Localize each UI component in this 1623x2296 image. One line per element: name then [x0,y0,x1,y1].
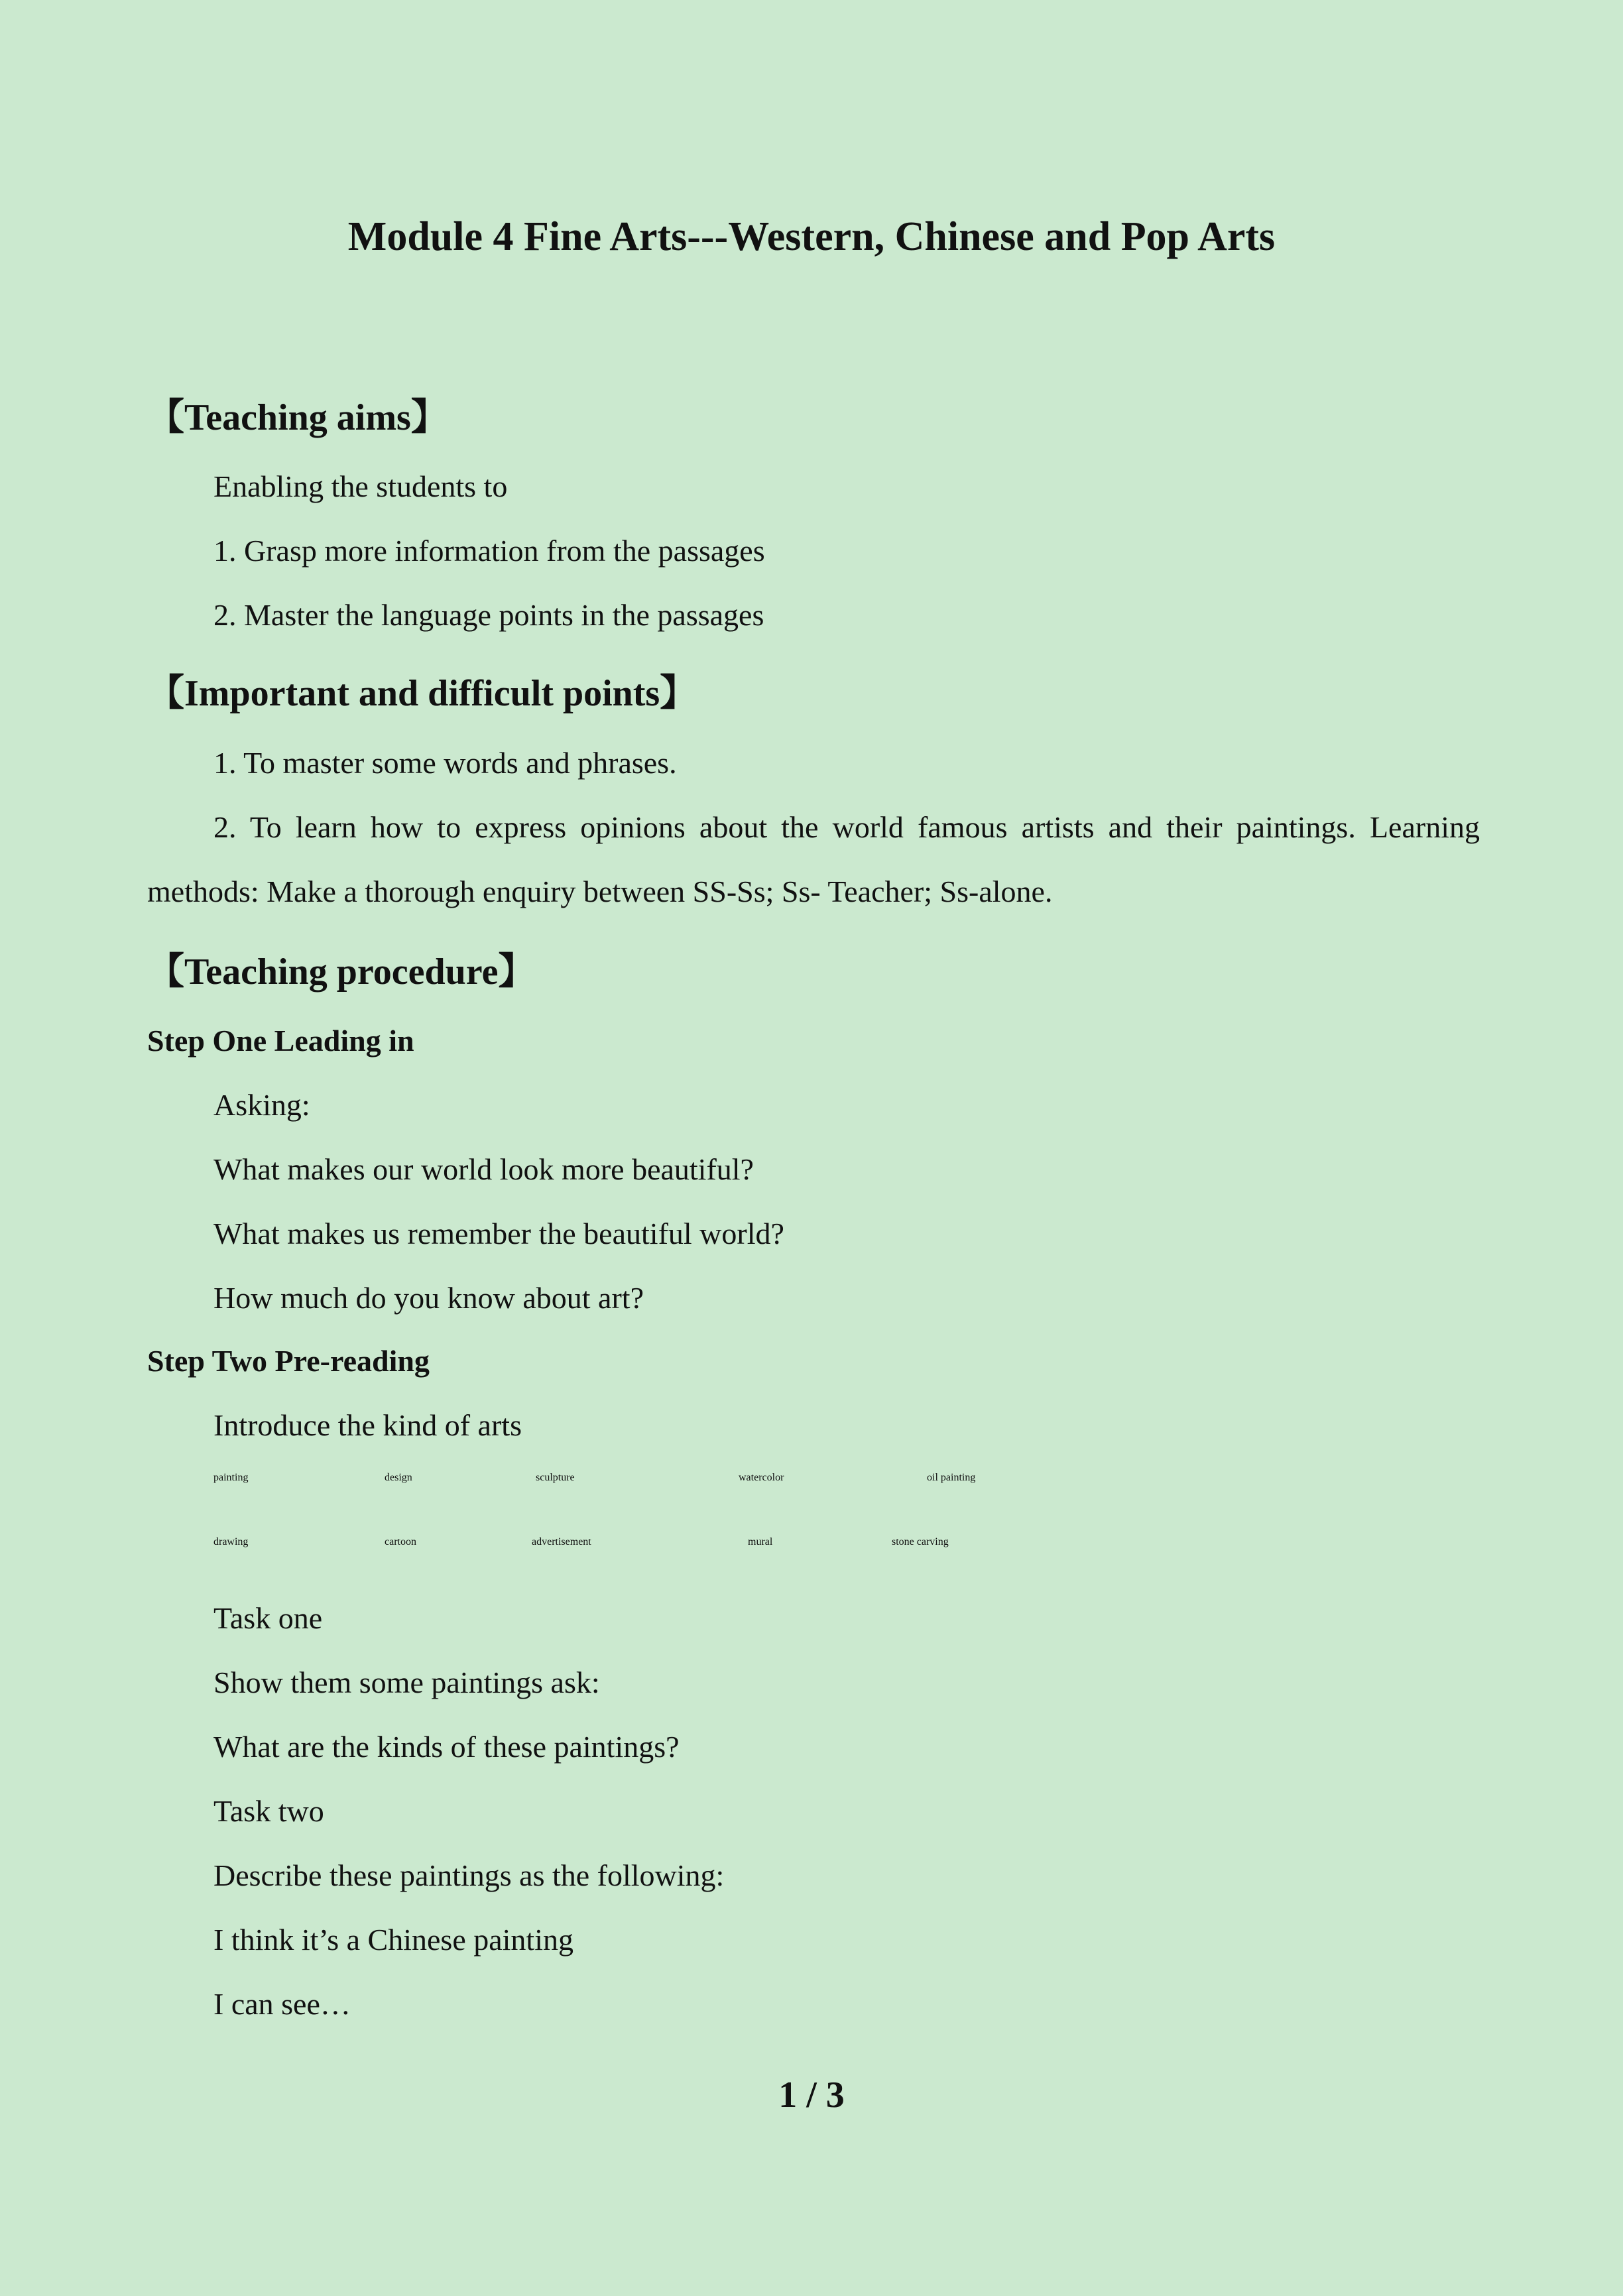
step-one-line: How much do you know about art? [213,1281,644,1315]
step-two-line: Describe these paintings as the following: [213,1858,725,1892]
step-two-line: I think it’s a Chinese painting [213,1923,573,1957]
art-kinds-row-2 [0,1536,1623,1576]
art-kind: drawing [213,1536,249,1547]
heading-teaching-procedure: 【Teaching procedure】 [147,951,536,993]
step-one-line: What makes our world look more beautiful? [213,1152,754,1186]
points-line: 2. To learn how to express opinions about the world famous artists and their paintings. Learning [213,810,1480,844]
step-one-line: What makes us remember the beautiful world? [213,1217,784,1250]
step-two-line: Task one [213,1601,323,1635]
art-kind: design [385,1472,412,1483]
art-kind: oil painting [927,1472,976,1483]
aims-line: Enabling the students to [213,469,508,503]
step-two-line: Show them some paintings ask: [213,1665,600,1699]
art-kind: stone carving [892,1536,949,1547]
aims-line: 2. Master the language points in the passages [213,598,764,632]
page-number: 1 / 3 [778,2075,845,2116]
points-line-continued: methods: Make a thorough enquiry between SS-Ss; Ss- Teacher; Ss-alone. [147,875,1053,908]
step-one-title: Step One Leading in [147,1024,414,1057]
step-two-line: Task two [213,1794,324,1828]
art-kind: advertisement [532,1536,591,1547]
step-two-line: What are the kinds of these paintings? [213,1730,680,1764]
points-line: 1. To master some words and phrases. [213,746,677,780]
art-kind: watercolor [739,1472,784,1483]
step-two-title: Step Two Pre-reading [147,1344,430,1378]
art-kinds-row-1 [0,1472,1623,1512]
art-kind: cartoon [385,1536,416,1547]
document-title: Module 4 Fine Arts---Western, Chinese and Pop Arts [347,214,1276,259]
heading-important-points: 【Important and difficult points】 [147,673,697,714]
step-two-intro: Introduce the kind of arts [213,1408,522,1442]
aims-line: 1. Grasp more information from the passages [213,534,765,568]
art-kind: painting [213,1472,249,1483]
art-kind: mural [748,1536,773,1547]
step-one-line: Asking: [213,1088,310,1122]
art-kind: sculpture [536,1472,575,1483]
heading-teaching-aims: 【Teaching aims】 [147,397,448,438]
step-two-line: I can see… [213,1987,351,2021]
